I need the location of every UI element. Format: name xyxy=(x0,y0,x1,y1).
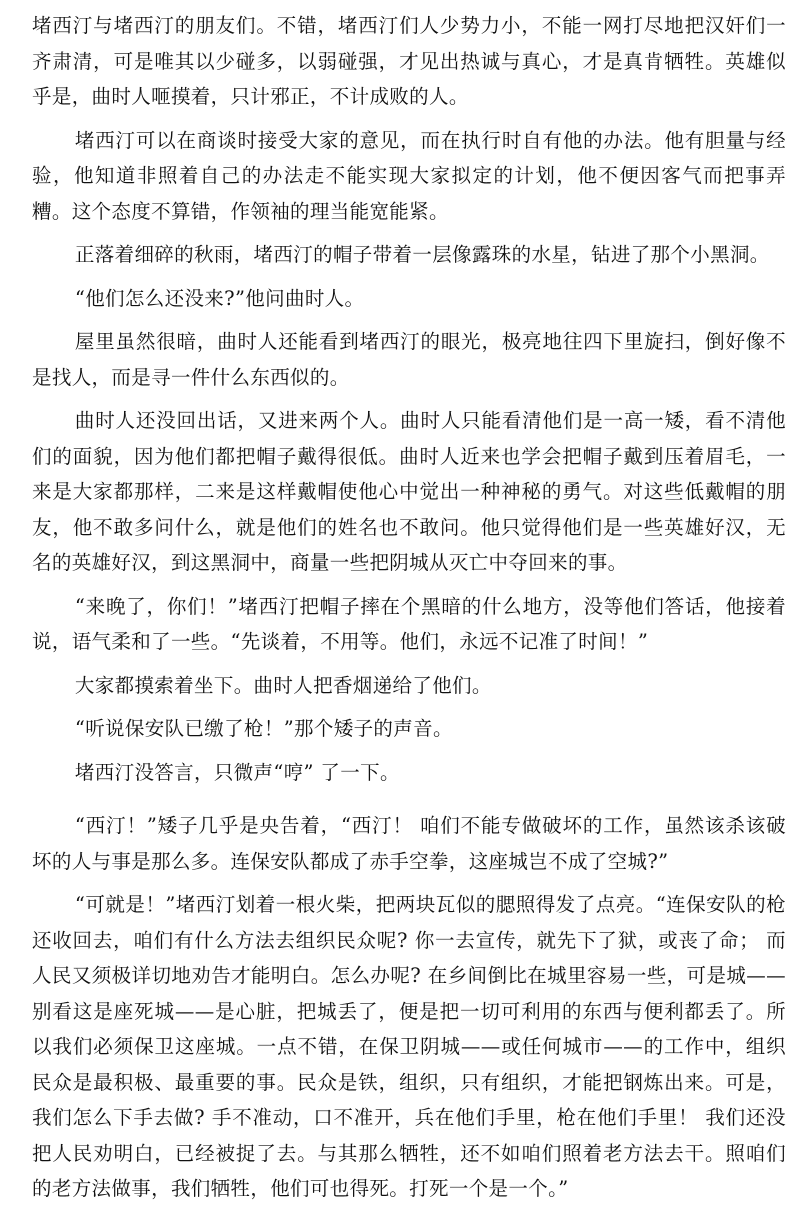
paragraph-9: “听说保安队已缴了枪！”那个矮子的声音。 xyxy=(74,717,453,740)
paragraph-8: 大家都摸索着坐下。曲时人把香烟递给了他们。 xyxy=(74,673,492,697)
paragraph-11: “西汀！”矮子几乎是央告着，“西汀！ 咱们不能专做破坏的工作，虽然该杀该破坏的人与事是那么多。连保安队都成了赤手空拳，这座城岂不成了空城?” xyxy=(32,814,786,873)
paragraph-2: 堵西汀可以在商谈时接受大家的意见，而在执行时自有他的办法。他有胆量与经验，他知道非照着自己的办法走不能实现大家拟定的计划，他不便因客气而把事弄糟。这个态度不算错，作领袖的理当能宽能紧。 xyxy=(32,128,786,223)
paragraph-3: 正落着细碎的秋雨，堵西汀的帽子带着一层像露珠的水星，钻进了那个小黑洞。 xyxy=(74,243,770,266)
paragraph-12: “可就是！”堵西汀划着一根火柴，把两块瓦似的腮照得发了点亮。“连保安队的枪还收回去，咱们有什么方法去组织民众呢? 你一去宣传，就先下了狱，或丧了命； 而人民又须极详切地劝告才能明白。怎么办呢? 在乡间倒比在城里容易一些，可是城——别看这是座死城——是心脏，把城丢了，便是把一切可利用的东西与便利都丢了。所以我们必须保卫这座城。一点不错，在保卫阴城——或任何城市——的工作中，组织民众是最积极、最重要的事。民众是铁，组织，只有组织，才能把钢炼出来。可是，我们怎么下手去做? 手不准动，口不准开，兵在他们手里，枪在他们手里！ 我们还没把人民劝明白，已经被捉了去。与其那么牺牲，还不如咱们照着老方法去干。照咱们的老方法做事，我们牺牲，他们可也得死。打死一个是一个。” xyxy=(32,893,786,1200)
paragraph-7: “来晚了，你们！”堵西汀把帽子摔在个黑暗的什么地方，没等他们答话，他接着说，语气柔和了一些。“先谈着，不用等。他们，永远不记准了时间！” xyxy=(32,594,786,653)
paragraph-6: 曲时人还没回出话，又进来两个人。曲时人只能看清他们是一高一矮，看不清他们的面貌，因为他们都把帽子戴得很低。曲时人近来也学会把帽子戴到压着眉毛，一来是大家都那样，二来是这样戴帽使他心中觉出一种神秘的勇气。对这些低戴帽的朋友，他不敢多问什么，就是他们的姓名也不敢问。他只觉得他们是一些英雄好汉，无名的英雄好汉，到这黑洞中，商量一些把阴城从灭亡中夺回来的事。 xyxy=(32,409,786,574)
paragraph-1: 堵西汀与堵西汀的朋友们。不错，堵西汀们人少势力小，不能一网打尽地把汉奸们一齐肃清，可是唯其以少碰多，以弱碰强，才见出热诚与真心，才是真肯牺牲。英雄似乎是，曲时人咂摸着，只计邪正，不计成败的人。 xyxy=(32,14,786,108)
paragraph-10: 堵西汀没答言，只微声“哼” 了一下。 xyxy=(74,760,400,784)
paragraph-4: “他们怎么还没来?”他问曲时人。 xyxy=(74,286,365,310)
paragraph-5: 屋里虽然很暗，曲时人还能看到堵西汀的眼光，极亮地往四下里旋扫，倒好像不是找人，而是寻一件什么东西似的。 xyxy=(32,330,786,389)
